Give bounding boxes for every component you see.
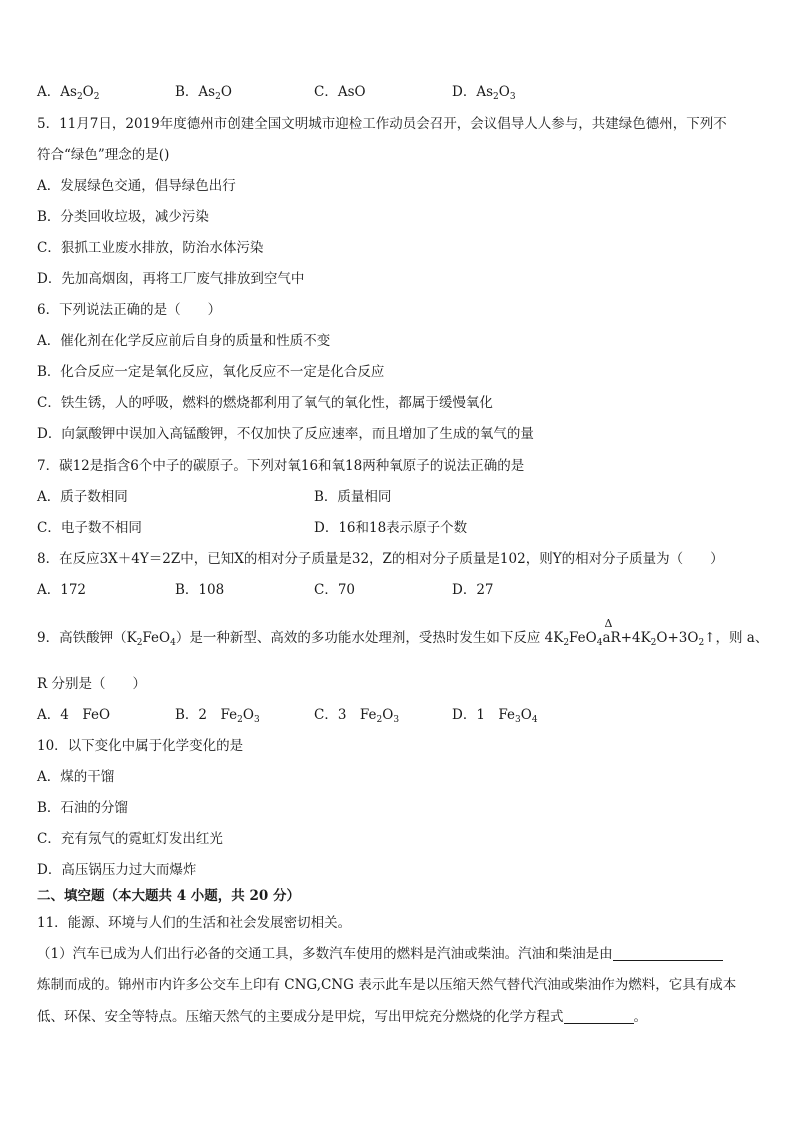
q5-option-b: B．分类回收垃圾，减少污染 [37, 209, 209, 225]
q7-option-c: C．电子数不相同 [37, 520, 142, 536]
section-heading: 二、填空题（本大题共 4 小题，共 20 分） [37, 888, 300, 904]
q4-option-a: A．$As_2O_2$ [37, 84, 100, 102]
answer-blank-1[interactable] [613, 946, 723, 961]
q7-option-a: A．质子数相同 [37, 489, 128, 505]
q4-option-c: C．AsO [314, 84, 366, 100]
q5-stem-line1: 5．11月7日，2019年度德州市创建全国文明城市迎检工作动员会召开，会议倡导人人参与，共建绿色德州，下列不 [37, 116, 727, 132]
q10-stem: 10．以下变化中属于化学变化的是 [37, 738, 244, 754]
q6-stem: 6．下列说法正确的是（ ） [37, 302, 222, 318]
q9-option-d: D．1 $Fe_3O_4$ [452, 707, 538, 725]
q6-option-a: A．催化剂在化学反应前后自身的质量和性质不变 [37, 333, 331, 349]
q7-stem: 7．碳12是指含6个中子的碳原子。下列对氧16和氧18两种氧原子的说法正确的是 [37, 458, 525, 474]
q11-part1-line2: 炼制而成的。锦州市内许多公交车上印有 CNG,CNG 表示此车是以压缩天然气替代汽油或柴油作为燃料，它具有成本 [37, 977, 737, 993]
q10-option-b: B．石油的分馏 [37, 800, 128, 816]
q8-stem: 8．在反应3X＋4Y＝2Z中，已知X的相对分子质量是32，Z的相对分子质量是102，则Y的相对分子质量为（ ） [37, 551, 724, 567]
q6-option-d: D．向氯酸钾中误加入高锰酸钾，不仅加快了反应速率，而且增加了生成的氧气的量 [37, 426, 534, 442]
q6-option-b: B．化合反应一定是氧化反应，氧化反应不一定是化合反应 [37, 364, 385, 380]
q10-option-c: C．充有氖气的霓虹灯发出红光 [37, 831, 223, 847]
q5-option-a: A．发展绿色交通，倡导绿色出行 [37, 178, 236, 194]
q4-option-d: D．$As_2O_3$ [452, 84, 516, 102]
q7-option-b: B．质量相同 [314, 489, 392, 505]
q10-option-a: A．煤的干馏 [37, 769, 115, 785]
q10-option-d: D．高压锅压力过大而爆炸 [37, 862, 197, 878]
q8-option-c: C．70 [314, 582, 356, 598]
q11-part1-line1: （1）汽车已成为人们出行必备的交通工具，多数汽车使用的燃料是汽油或柴油。汽油和柴油是由 [37, 944, 723, 964]
q5-option-c: C．狠抓工业废水排放，防治水体污染 [37, 240, 264, 256]
q8-option-a: A．172 [37, 582, 87, 598]
q8-option-b: B．108 [175, 582, 225, 598]
q9-stem-line1: 9．高铁酸钾$(K_2FeO_4)$是一种新型、高效的多功能水处理剂，受热时发生如下反应 $4K_2FeO_4$ Δ $aR+4K_2O+3O_2↑$，则 a、 [37, 617, 769, 648]
q4-option-b: B．$As_2O$ [175, 84, 232, 102]
q9-heat-condition: Δ aR+4K [602, 617, 651, 646]
q6-option-c: C．铁生锈，人的呼吸，燃料的燃烧都利用了氧气的氧化性，都属于缓慢氧化 [37, 395, 493, 411]
q5-option-d: D．先加高烟囱，再将工厂废气排放到空气中 [37, 271, 305, 287]
q9-option-b: B．2 $Fe_2O_3$ [175, 707, 260, 725]
q9-option-c: C．3 $Fe_2O_3$ [314, 707, 400, 725]
q5-stem-line2: 符合“绿色”理念的是() [37, 147, 170, 163]
answer-blank-2[interactable] [564, 1009, 634, 1024]
q11-part1-line3: 低、环保、安全等特点。压缩天然气的主要成分是甲烷，写出甲烷充分燃烧的化学方程式 。 [37, 1009, 647, 1025]
q8-option-d: D．27 [452, 582, 494, 598]
q11-stem: 11．能源、环境与人们的生活和社会发展密切相关。 [37, 915, 352, 931]
q9-option-a: A．4 FeO [37, 707, 111, 723]
q9-stem-line2: R 分别是（ ） [37, 676, 146, 692]
q7-option-d: D．16和18表示原子个数 [314, 520, 468, 536]
